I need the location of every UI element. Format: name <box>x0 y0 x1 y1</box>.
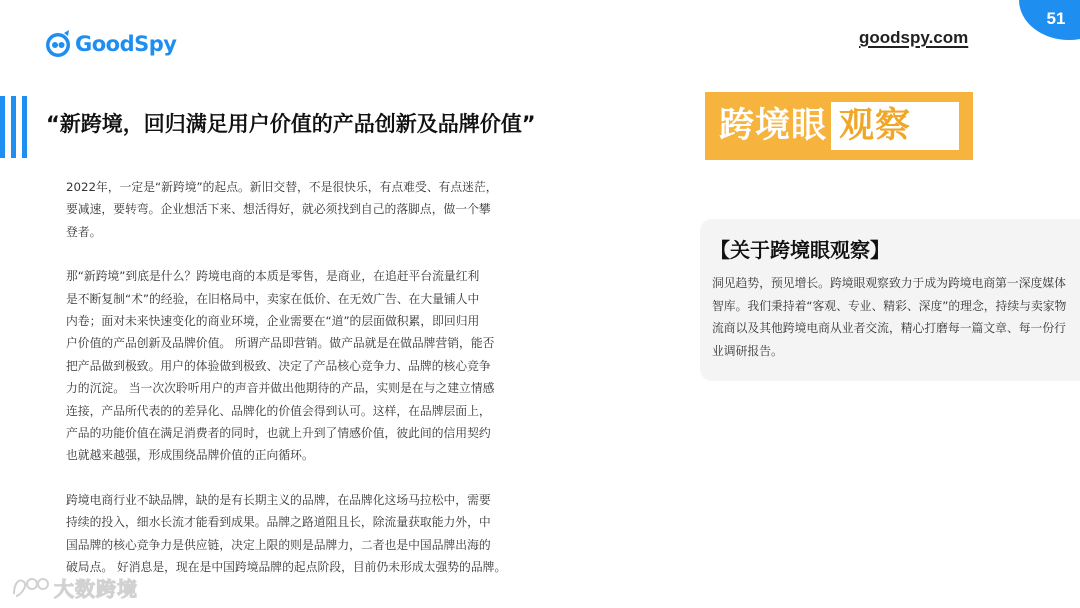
banner-text-left: 跨境眼 <box>719 102 831 150</box>
watermark <box>10 572 138 602</box>
banner-text-right: 观察 <box>831 102 959 150</box>
goodspy-logo[interactable] <box>44 29 176 59</box>
paragraph-1: 2022年，一定是“新跨境”的起点。新旧交替，不是很快乐，有点难受、有点迷茫， 要减速，要转弯。企业想活下来、想活得好，就必须找到自己的落脚点，做一个攀 登者。 <box>66 180 498 239</box>
article-body <box>66 176 522 601</box>
paragraph-3: 跨境电商行业不缺品牌，缺的是有长期主义的品牌，在品牌化这场马拉松中，需要 持续的投入，细水长流才能看到成果。品牌之路道阻且长，除流量获取能力外，中 国品牌的核心竞争力是供应链，决定上限的则是品牌力，二者也是中国品牌出海的 破局点。 好消息是，现在是中国跨境品牌的起点阶段，目前仍未形成太强势的品牌。 <box>66 492 507 575</box>
page-number: 51 <box>1046 9 1066 28</box>
decorative-bars <box>0 96 30 158</box>
about-card-title: 【关于跨境眼观察】 <box>710 238 890 262</box>
watermark-logo-icon <box>10 572 50 602</box>
site-url-link[interactable]: goodspy.com <box>859 28 969 47</box>
watermark-text: 大数跨境 <box>54 576 138 601</box>
goodspy-logo-icon <box>44 29 74 59</box>
logo-text: GoodSpy <box>75 32 177 56</box>
paragraph-2: 那“新跨境”到底是什么？跨境电商的本质是零售，是商业，在追赶平台流量红利 是不断复制“术”的经验，在旧格局中，卖家在低价、在无效广告、在大量铺人中 内卷；面对未来快速变化的商业环境，企业需要在“道”的层面做积累，即回归用 户价值的产品创新及品牌价值。 所谓产品即营销。做产品就是在做品牌营销，能否 把产品做到极致。用户的体验做到极致、决定了产品核心竞争力、品牌的核心竞争 力的沉淀。 当一次次聆听用户的声音并做出他期待的产品，实则是在与之建立情感 连接，产品所代表的的差异化、品牌化的价值会得到认可。这样，在品牌层面上， 产品的功能价值在满足消费者的同时，也就上升到了情感价值，彼此间的信用契约 也就越来越强，形成围绕品牌价值的正向循环。 <box>66 269 495 463</box>
column-banner <box>705 92 973 160</box>
page-title: “新跨境，回归满足用户价值的产品创新及品牌价值” <box>46 112 536 136</box>
about-card-body: 洞见趋势，预见增长。跨境眼观察致力于成为跨境电商第一深度媒体智库。我们秉持着“客观、专业、精彩、深度”的理念，持续与卖家物流商以及其他跨境电商从业者交流，精心打磨每一篇文章、每一份行业调研报告。 <box>712 276 1067 358</box>
